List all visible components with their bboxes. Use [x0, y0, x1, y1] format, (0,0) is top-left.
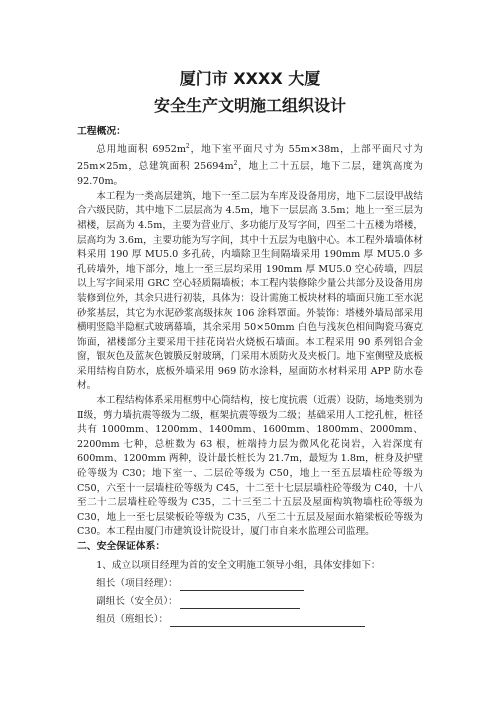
paragraph-text: ，地下室平面尺寸为 55m×38m，上部平面尺寸为 25m×25m，总建筑面积 25694m	[77, 143, 423, 173]
section-heading-safety: 二、安全保证体系：	[77, 541, 166, 552]
superscript: 2	[233, 160, 238, 168]
document-body	[77, 125, 423, 627]
section-heading-overview: 工程概况：	[77, 126, 126, 137]
role-line-leader	[77, 573, 423, 591]
role-label: 组长（项目经理）：	[96, 577, 178, 589]
paragraph-text: 总用地面积 6952m	[96, 143, 186, 155]
role-line-deputy	[77, 591, 423, 609]
blank-underline	[180, 579, 304, 591]
document-title: 厦门市 XXXX 大厦	[179, 69, 321, 88]
role-label: 副组长（安全员）：	[96, 595, 178, 607]
superscript: 2	[185, 142, 190, 150]
list-item-leadership-group: 1、成立以项目经理为首的安全文明施工领导小组，具体安排如下：	[96, 559, 381, 571]
role-line-member	[77, 609, 423, 627]
document-subtitle: 安全生产文明施工组织设计	[153, 96, 346, 115]
blank-underline	[170, 615, 365, 627]
blank-underline	[180, 597, 300, 609]
paragraph-building-description: 本工程为一类高层建筑，地下一至二层为车库及设备用房，地下二层设甲战结合六级民防，其中地下二层层高为 4.5m，地下一层层高 3.5m；地上一至三层为裙楼，层高为 4.5m，主要为营业厅、多功能厅及写字间，四至二十五楼为塔楼，层高均为 3.6m，主要功能为写字间，其中十五层为电脑中心。本工程外墙墙体材料采用 190 厚 MU5.0 多孔砖，内墙除卫生间隔墙采用 190mm 厚 MU5.0 多孔砖墙外，地下部分，地上一至三层均采用 190mm 厚 MU5.0 空心砖墙，四层以上写字间采用 GRC 空心轻质隔墙板；本工程内装修除少量公共部分及设备用房装修到位外，其余只进行初装，具体为：设计需施工板块材料的墙面只施工至水泥砂浆基层，其它为水泥砂浆高级抹灰 106 涂料罩面。外装饰：塔楼外墙局部采用横明竖隐半隐框式玻璃幕墙，其余采用 50×50mm 白色与浅灰色相间陶瓷马赛克饰面，裙楼部分主要采用干挂花岗岩火烧板石墙面。本工程采用 90 系列铝合金窗，银灰色及蓝灰色镀膜反射玻璃，门采用木质防火及夹板门。地下室侧壁及底板采用结构自防水，底板外墙采用 969 防水涂料，屋面防水材料采用 APP 防水卷材。	[77, 190, 423, 392]
paragraph-structure-description: 本工程结构体系采用框剪中心筒结构，按七度抗震（近震）设防，场地类别为Ⅱ级，剪力墙抗震等级为二级，框架抗震等级为二级；基础采用人工挖孔桩，桩径共有 1000mm、1200mm、1400mm、1600mm、1800mm、2000mm、2200mm 七种，总桩数为 63 根，桩端持力层为微风化花岗岩，入岩深度有 600mm、1200mm 两种，设计最长桩长为 21.7m，最短为 1.8m，桩身及护壁砼等级为 C30；地下室一、二层砼等级为 C50，地上一至五层墙柱砼等级为 C50，六至十一层墙柱砼等级为 C45，十二至十七层层墙柱砼等级为 C40，十八至二十二层墙柱砼等级为 C35，二十三至二十五层及屋面构筑物墙柱砼等级为 C30，地上一至七层梁板砼等级为 C35，八至二十五层及屋面水箱梁板砼等级为 C30。本工程由厦门市建筑设计院设计，厦门市自来水监理公司监理。	[77, 395, 423, 538]
role-label: 组员（班组长）：	[96, 613, 169, 625]
paragraph-site-area	[77, 140, 423, 190]
paragraph-text: ，地上二十五层，地下二层，建筑高度为 92.70m。	[77, 161, 423, 188]
